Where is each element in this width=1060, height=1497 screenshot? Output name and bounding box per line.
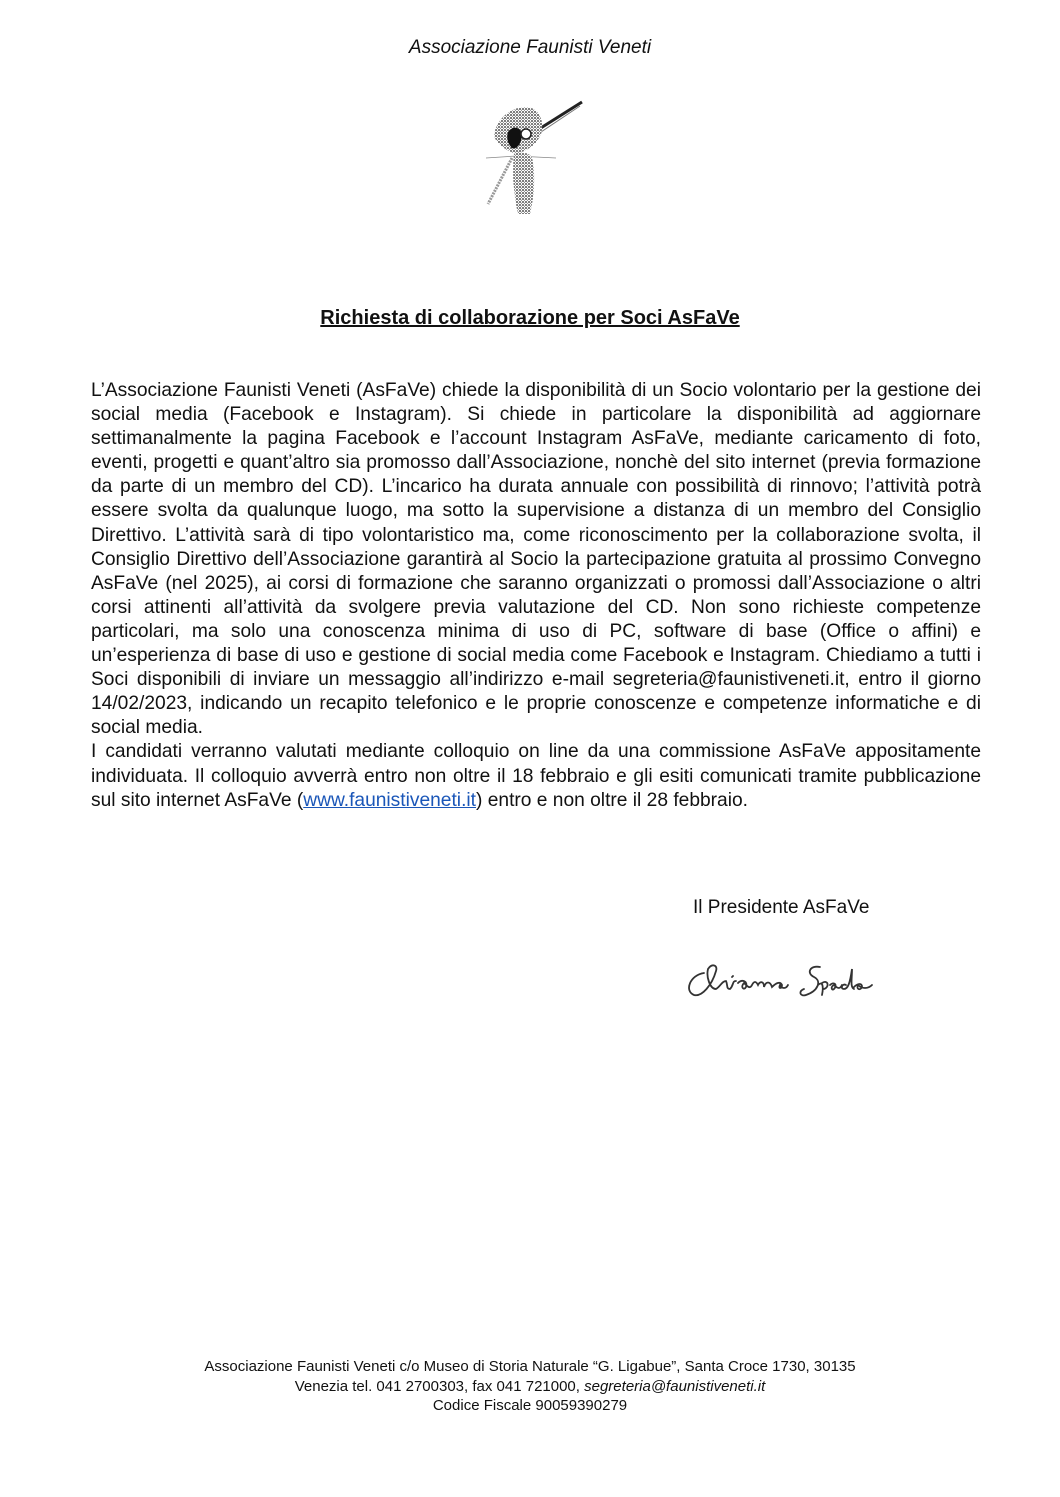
document-body [91, 379, 981, 813]
footer-address: Associazione Faunisti Veneti c/o Museo di Storia Naturale “G. Ligabue”, Santa Croce 1730, 30135 [204, 1358, 856, 1375]
handwritten-signature-icon [682, 955, 887, 1005]
body-paragraph: L’Associazione Faunisti Veneti (AsFaVe) chiede la disponibilità di un Socio volontario per la gestione dei social media (Facebook e Instagram). Si chiede in particolare la disponibilità ad aggiornare settimanalmente la pagina Facebook e l’account Instagram AsFaVe, mediante caricamento di foto, eventi, progetti e quant’altro sia promosso dall’Associazione, nonchè del sito internet (previa formazione da parte di un membro del CD). L’incarico ha durata annuale con possibilità di rinnovo; l’attività potrà essere svolta da qualunque luogo, ma sotto la supervisione a distanza di un membro del Consiglio Direttivo. L’attività sarà di tipo volontaristico ma, come riconoscimento per la collaborazione svolta, il Consiglio Direttivo dell’Associazione garantirà al Socio la partecipazione gratuita al prossimo Convegno AsFaVe (nel 2025), ai corsi di formazione che saranno organizzati o promossi dall’Associazione o altri corsi attinenti all’attività da svolgere previa valutazione del CD. Non sono richieste competenze particolari, ma solo una conoscenza minima di uso di PC, software di base (Office o affini) e un’esperienza di base di uso e gestione di social media come Facebook e Instagram. Chiediamo a tutti i Soci disponibili di inviare un messaggio all’indirizzo e-mail segreteria@faunistiveneti.it, entro il giorno 14/02/2023, indicando un recapito telefonico e le proprie conoscenze e competenze informatiche e di social media. [91, 380, 981, 739]
organization-header: Associazione Faunisti Veneti [408, 37, 652, 58]
body-paragraph [91, 740, 981, 812]
website-link[interactable]: www.faunistiveneti.it [303, 789, 476, 811]
document-footer [0, 1357, 1060, 1416]
footer-phone-fax: Venezia tel. 041 2700303, fax 041 721000, [294, 1377, 585, 1395]
footer-contacts [0, 1377, 1060, 1397]
footer-fiscal-code: Codice Fiscale 90059390279 [432, 1397, 628, 1414]
bird-sketch-logo-icon [486, 96, 586, 216]
signature-label: Il Presidente AsFaVe [693, 897, 870, 918]
paragraph-text: ) entro e non oltre il 28 febbraio. [476, 789, 748, 811]
paragraph-text: I candidati verranno valutati mediante colloquio on line da una commissione AsFaVe appositamente individuata. Il colloquio avverrà entro non oltre il 18 febbraio e gli esiti comunicati tramite pubblicazione sul sito internet AsFaVe ( [91, 741, 981, 811]
document-title: Richiesta di collaborazione per Soci AsFaVe [320, 307, 740, 329]
footer-email: segreteria@faunistiveneti.it [584, 1377, 766, 1395]
